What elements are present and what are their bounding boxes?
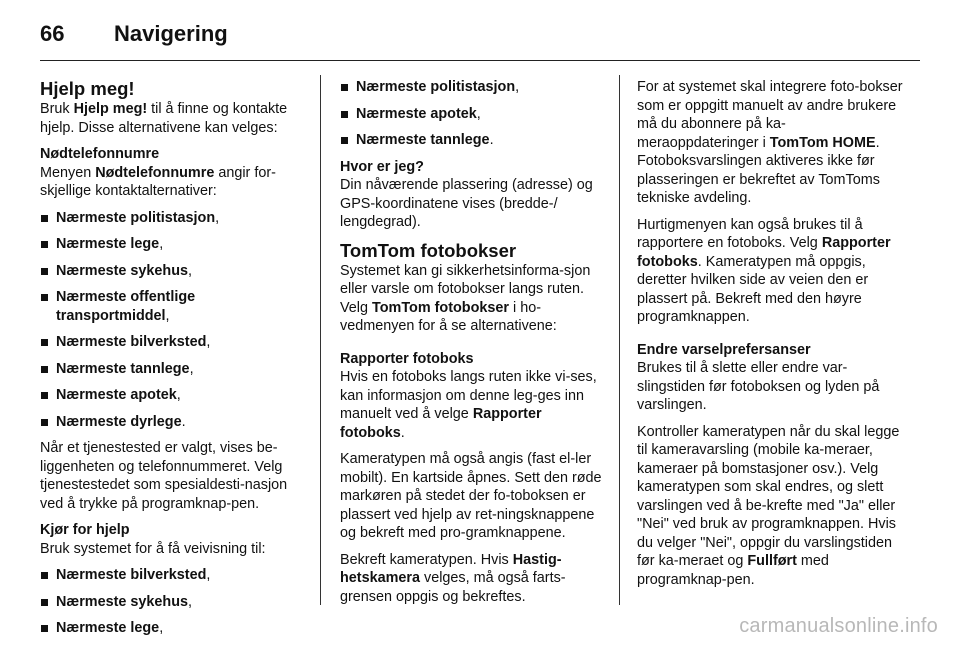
list-item: Nærmeste apotek, bbox=[340, 105, 606, 124]
page-header bbox=[40, 16, 920, 52]
subheading-endre-varselprefersanser: Endre varselprefersanser bbox=[637, 341, 811, 358]
list-item: Nærmeste politistasjon, bbox=[40, 209, 306, 228]
header-rule bbox=[40, 60, 920, 61]
subheading-rapporter-fotoboks: Rapporter fotoboks bbox=[340, 350, 474, 367]
kjor-for-hjelp-text: Bruk systemet for å få veivisning til: bbox=[40, 540, 266, 557]
column-3 bbox=[637, 78, 903, 597]
list-item: Nærmeste bilverksted, bbox=[40, 566, 306, 585]
section-heading-tomtom-fotobokser: TomTom fotobokser bbox=[340, 239, 517, 261]
list-item: Nærmeste dyrlege. bbox=[40, 413, 306, 432]
abonnement-text: For at systemet skal integrere foto-bokser som er oppgitt manuelt av andre brukere må du abonnere på ka-meraoppdateringer i TomTom HOME. Fotoboksvarslingen aktiveres ikke før plasseringen er bekreftet av TomToms tekniske avdeling. bbox=[637, 79, 903, 206]
list-item: Nærmeste bilverksted, bbox=[40, 333, 306, 352]
section-heading-hjelp-meg: Hjelp meg! bbox=[40, 78, 135, 99]
list-item: Nærmeste tannlege. bbox=[340, 131, 606, 150]
list-item: Nærmeste apotek, bbox=[40, 386, 306, 405]
kontroller-text: Kontroller kameratypen når du skal legge til kameravarsling (mobile ka-meraer, kameraer på bomstasjoner osv.). Velg kameratypen som skal endres, og slett varslingen ved å be-krefte med "Ja" eller "Nei" ved bruk av programknappen. Hvis du velger "Nei", oppgir du varslingstiden før ka-meraet og Fullført med programknap-pen. bbox=[637, 423, 900, 588]
list-item: Nærmeste sykehus, bbox=[40, 593, 306, 612]
column-1 bbox=[40, 78, 306, 646]
tomtom-intro: Systemet kan gi sikkerhetsinforma-sjon eller varsle om fotobokser langs ruten. Velg TomTom fotobokser i ho-vedmenyen for å se alternativene: bbox=[340, 262, 591, 334]
after-list-text: Når et tjenestested er valgt, vises be-liggenheten og telefonnummeret. Velg tjenestestedet som spesialdesti-nasjon ved å trykke på programknap-pen. bbox=[40, 440, 288, 512]
column-divider bbox=[320, 75, 321, 605]
list-item: Nærmeste offentlige transportmiddel, bbox=[40, 288, 306, 325]
column-2 bbox=[340, 78, 606, 614]
hurtigmeny-text: Hurtigmenyen kan også brukes til å rapportere en fotoboks. Velg Rapporter fotoboks. Kameratypen må oppgis, deretter hvilken side av veien den er plassert på. Bekreft med den høyre programknappen. bbox=[637, 216, 891, 325]
list-item: Nærmeste lege, bbox=[40, 235, 306, 254]
list-item: Nærmeste sykehus, bbox=[40, 262, 306, 281]
endre-text: Brukes til å slette eller endre var-slingstiden før fotoboksen og lyden på varslingen. bbox=[637, 360, 880, 413]
hvor-er-jeg-text: Din nåværende plassering (adresse) og GPS-koordinatene vises (bredde-/ lengdegrad). bbox=[340, 177, 593, 230]
column-divider bbox=[619, 75, 620, 605]
emergency-list bbox=[40, 209, 306, 432]
hjelp-meg-intro: Bruk Hjelp meg! til å finne og kontakte hjelp. Disse alternativene kan velges: bbox=[40, 101, 288, 136]
drive-help-list bbox=[40, 566, 306, 638]
subheading-hvor-er-jeg: Hvor er jeg? bbox=[340, 158, 424, 175]
rapporter-text: Hvis en fotoboks langs ruten ikke vi-ses, kan informasjon om denne leg-ges inn manuelt ved å velge Rapporter fotoboks. bbox=[340, 369, 597, 441]
nodtelefonnumre-text: Menyen Nødtelefonnumre angir for-skjellige kontaktalternativer: bbox=[40, 164, 276, 199]
confirm-text: Bekreft kameratypen. Hvis Hastig-hetskamera velges, må også farts-grensen oppgis og bekreftes. bbox=[340, 551, 566, 605]
chapter-title: Navigering bbox=[114, 21, 228, 46]
subheading-nodtelefonnumre: Nødtelefonnumre bbox=[40, 146, 160, 162]
subheading-kjor-for-hjelp: Kjør for hjelp bbox=[40, 522, 130, 538]
page-number: 66 bbox=[40, 21, 65, 46]
list-item: Nærmeste tannlege, bbox=[40, 360, 306, 379]
watermark: carmanualsonline.info bbox=[739, 615, 938, 637]
list-item: Nærmeste lege, bbox=[40, 619, 306, 638]
drive-help-list-continued bbox=[340, 78, 606, 150]
list-item: Nærmeste politistasjon, bbox=[340, 78, 606, 97]
kameratype-text: Kameratypen må også angis (fast el-ler mobilt). En kartside åpnes. Sett den røde markøren på stedet der fo-toboksen er plassert ved hjelp av ret-ningsknappene og bekreft med pro-gramknappene. bbox=[340, 451, 602, 541]
